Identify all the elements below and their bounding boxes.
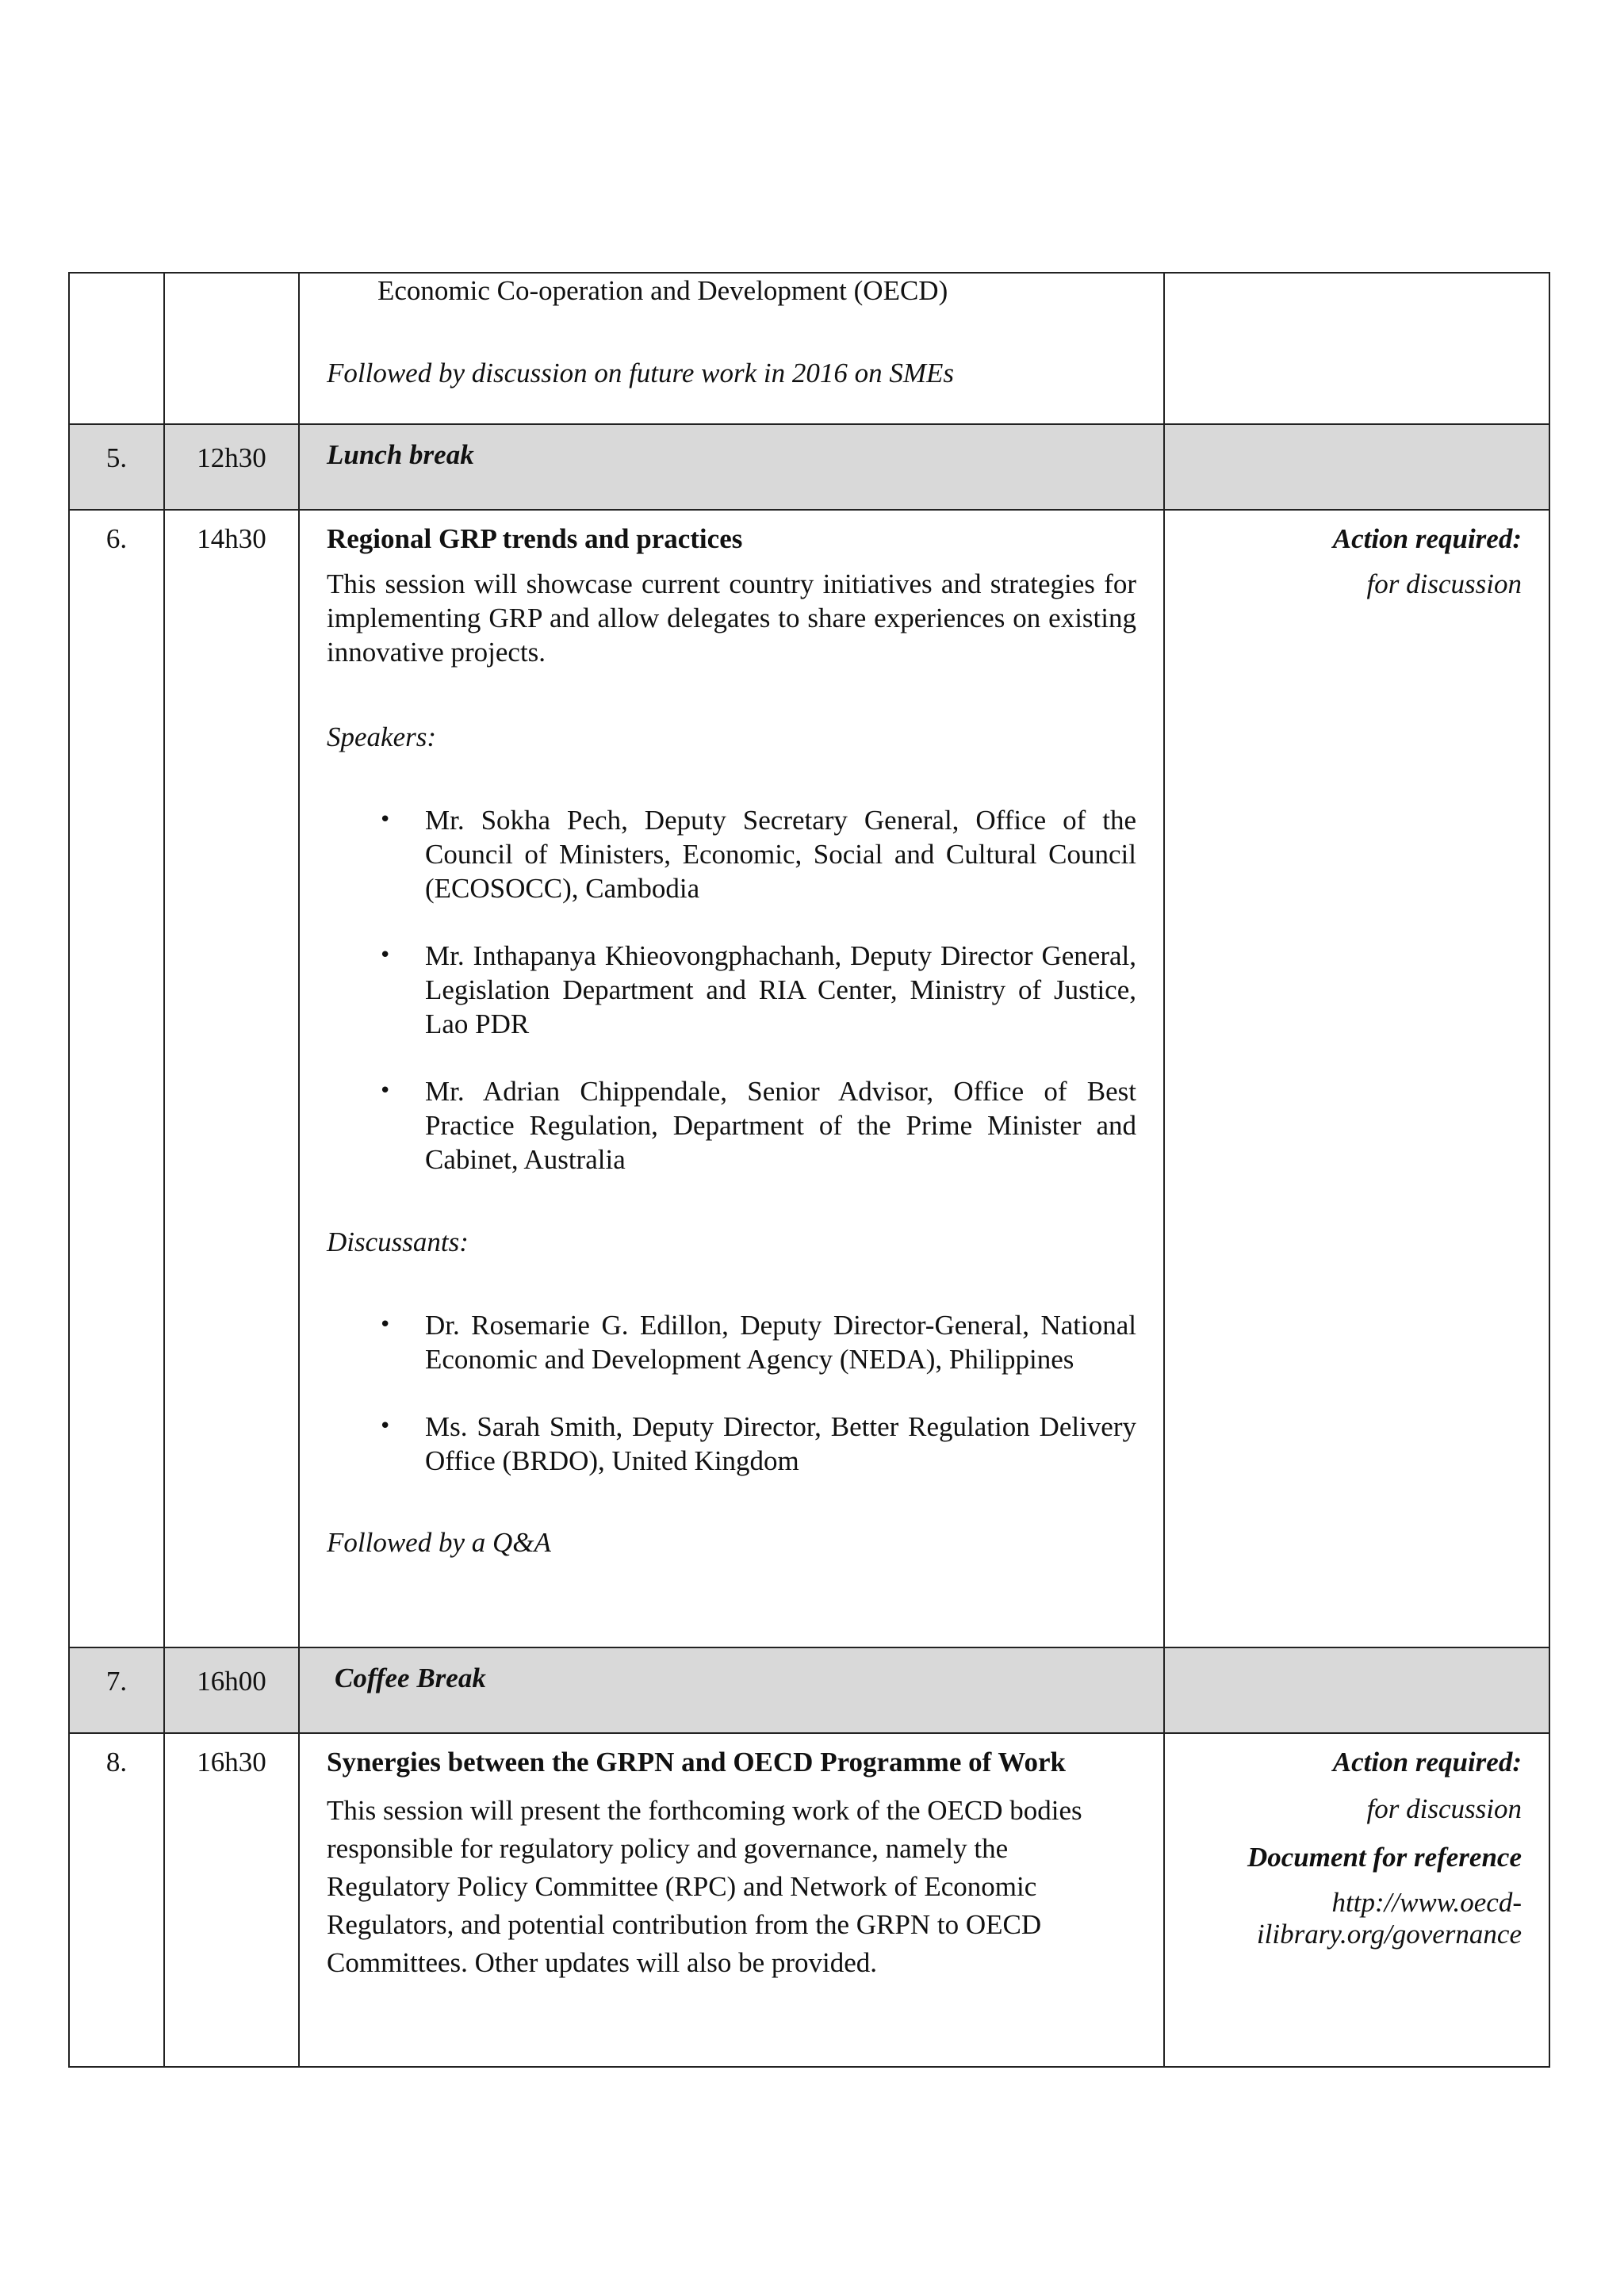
item-action xyxy=(1164,510,1549,1647)
bullet-icon: • xyxy=(379,808,392,832)
item-number: 8. xyxy=(69,1733,164,2067)
list-item: • Mr. Sokha Pech, Deputy Secretary General, Office of the Council of Ministers, Economic, Social and Cultural Council (ECOSOCC), Cambodia xyxy=(379,805,1136,904)
discussants-list xyxy=(327,1308,1136,1478)
break-title: Lunch break xyxy=(327,439,474,470)
item-action xyxy=(1164,1647,1549,1733)
document-reference-label: Document for reference xyxy=(1247,1842,1522,1873)
item-description xyxy=(299,1733,1164,2067)
item-time: 12h30 xyxy=(164,424,299,510)
item-action xyxy=(1164,1733,1549,2067)
list-item: • Mr. Inthapanya Khieovongphachanh, Deputy Director General, Legislation Department and RIA Center, Ministry of Justice, Lao PDR xyxy=(379,940,1136,1039)
agenda-row-coffee xyxy=(69,1647,1549,1733)
action-value: for discussion xyxy=(1366,568,1522,599)
item-time: 16h00 xyxy=(164,1647,299,1733)
discussants-label: Discussants: xyxy=(327,1226,469,1257)
bullet-icon: • xyxy=(379,1414,392,1438)
document-link[interactable] xyxy=(1181,1887,1522,1950)
item-action xyxy=(1164,424,1549,510)
session-title: Regional GRP trends and practices xyxy=(327,523,743,554)
item-number: 5. xyxy=(69,424,164,510)
speakers-list xyxy=(327,803,1136,1177)
action-value: for discussion xyxy=(1366,1793,1522,1824)
list-item: • Dr. Rosemarie G. Edillon, Deputy Director-General, National Economic and Development Agency (NEDA), Philippines xyxy=(379,1310,1136,1375)
agenda-row-regional-grp xyxy=(69,510,1549,1647)
followed-by-text: Followed by a Q&A xyxy=(327,1527,551,1558)
bullet-icon: • xyxy=(379,1313,392,1337)
break-title: Coffee Break xyxy=(335,1663,486,1693)
item-time xyxy=(164,273,299,424)
session-title: Synergies between the GRPN and OECD Programme of Work xyxy=(327,1747,1066,1777)
followed-by-text: Followed by discussion on future work in 2016 on SMEs xyxy=(327,358,955,388)
item-number: 7. xyxy=(69,1647,164,1733)
action-required-label: Action required: xyxy=(1332,523,1522,554)
item-time: 14h30 xyxy=(164,510,299,1647)
list-item: • Ms. Sarah Smith, Deputy Director, Better Regulation Delivery Office (BRDO), United Kingdom xyxy=(379,1411,1136,1476)
agenda-table xyxy=(68,272,1550,2068)
item-number xyxy=(69,273,164,424)
item-description xyxy=(299,273,1164,424)
item-description xyxy=(299,1647,1164,1733)
item-time: 16h30 xyxy=(164,1733,299,2067)
agenda-row-lunch xyxy=(69,424,1549,510)
item-number: 6. xyxy=(69,510,164,1647)
bullet-icon: • xyxy=(379,1079,392,1103)
list-item: • Mr. Adrian Chippendale, Senior Advisor, Office of Best Practice Regulation, Department of the Prime Minister and Cabinet, Australia xyxy=(379,1076,1136,1175)
document-link-part-2[interactable]: ilibrary.org/governance xyxy=(1256,1919,1522,1950)
item-action xyxy=(1164,273,1549,424)
bullet-icon: • xyxy=(379,943,392,967)
speakers-label: Speakers: xyxy=(327,721,437,752)
agenda-row-continued xyxy=(69,273,1549,424)
item-description xyxy=(299,510,1164,1647)
continued-text: Economic Co-operation and Development (OECD) xyxy=(377,275,948,306)
item-description xyxy=(299,424,1164,510)
document-link-part-1[interactable]: http://www.oecd- xyxy=(1331,1887,1522,1918)
session-description: This session will showcase current country initiatives and strategies for implementing GRP and allow delegates to share experiences on existing innovative projects. xyxy=(327,568,1136,668)
session-description: This session will present the forthcoming work of the OECD bodies responsible for regulatory policy and governance, namely the Regulatory Policy Committee (RPC) and Network of Economic Regulators, and potential contribution from the GRPN to OECD Committees. Other updates will also be provided. xyxy=(327,1795,1082,1978)
action-required-label: Action required: xyxy=(1332,1747,1522,1777)
agenda-row-synergies xyxy=(69,1733,1549,2067)
